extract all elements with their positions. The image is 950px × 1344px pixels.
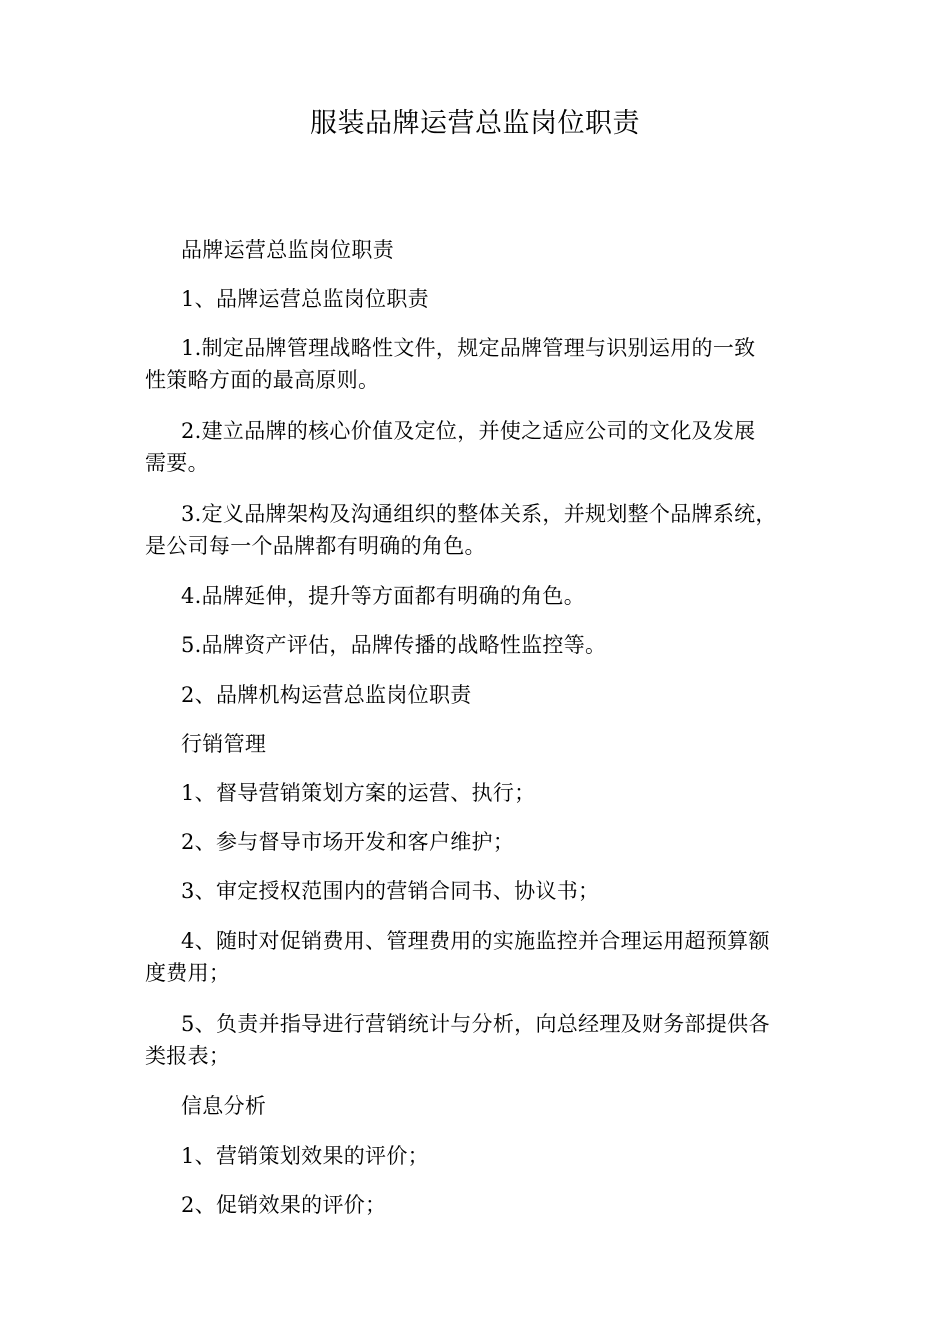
paragraph-line: 3.定义品牌架构及沟通组织的整体关系，并规划整个品牌系统， [181, 502, 777, 526]
paragraph-line: 2.建立品牌的核心价值及定位，并使之适应公司的文化及发展 [181, 419, 756, 443]
paragraph-line: 3、审定授权范围内的营销合同书、协议书； [181, 879, 600, 903]
paragraph-line: 1、督导营销策划方案的运营、执行； [181, 781, 536, 805]
paragraph-line: 度费用； [145, 961, 231, 985]
paragraph-1 [145, 234, 835, 266]
paragraph-line: 品牌运营总监岗位职责 [181, 238, 394, 262]
paragraph-17 [145, 1189, 835, 1221]
paragraph-line: 1.制定品牌管理战略性文件，规定品牌管理与识别运用的一致 [181, 336, 756, 360]
paragraph-16 [145, 1140, 835, 1172]
paragraph-line: 信息分析 [181, 1094, 267, 1118]
paragraph-line: 类报表； [145, 1044, 231, 1068]
paragraph-9 [145, 728, 835, 760]
paragraph-line: 是公司每一个品牌都有明确的角色。 [145, 534, 486, 558]
paragraph-13 [145, 925, 835, 989]
paragraph-15 [145, 1090, 835, 1122]
paragraph-line: 2、品牌机构运营总监岗位职责 [181, 683, 472, 707]
paragraph-line: 2、参与督导市场开发和客户维护； [181, 830, 515, 854]
document-title: 服装品牌运营总监岗位职责 [310, 108, 640, 139]
paragraph-4 [145, 415, 835, 479]
paragraph-line: 行销管理 [181, 732, 267, 756]
paragraph-5 [145, 498, 835, 562]
paragraph-line: 1、营销策划效果的评价； [181, 1144, 429, 1168]
paragraph-line: 1、品牌运营总监岗位职责 [181, 287, 429, 311]
paragraph-11 [145, 826, 835, 858]
paragraph-line: 4、随时对促销费用、管理费用的实施监控并合理运用超预算额 [181, 929, 770, 953]
paragraph-2 [145, 283, 835, 315]
paragraph-line: 5.品牌资产评估，品牌传播的战略性监控等。 [181, 633, 607, 657]
paragraph-12 [145, 875, 835, 907]
paragraph-8 [145, 679, 835, 711]
paragraph-line: 5、负责并指导进行营销统计与分析，向总经理及财务部提供各 [181, 1012, 770, 1036]
paragraph-14 [145, 1008, 835, 1072]
paragraph-10 [145, 777, 835, 809]
paragraph-7 [145, 629, 835, 661]
paragraph-line: 4.品牌延伸，提升等方面都有明确的角色。 [181, 584, 586, 608]
paragraph-3 [145, 332, 835, 396]
paragraph-line: 性策略方面的最高原则。 [145, 368, 380, 392]
paragraph-line: 需要。 [145, 451, 209, 475]
paragraph-6 [145, 580, 835, 612]
paragraph-line: 2、促销效果的评价； [181, 1193, 387, 1217]
